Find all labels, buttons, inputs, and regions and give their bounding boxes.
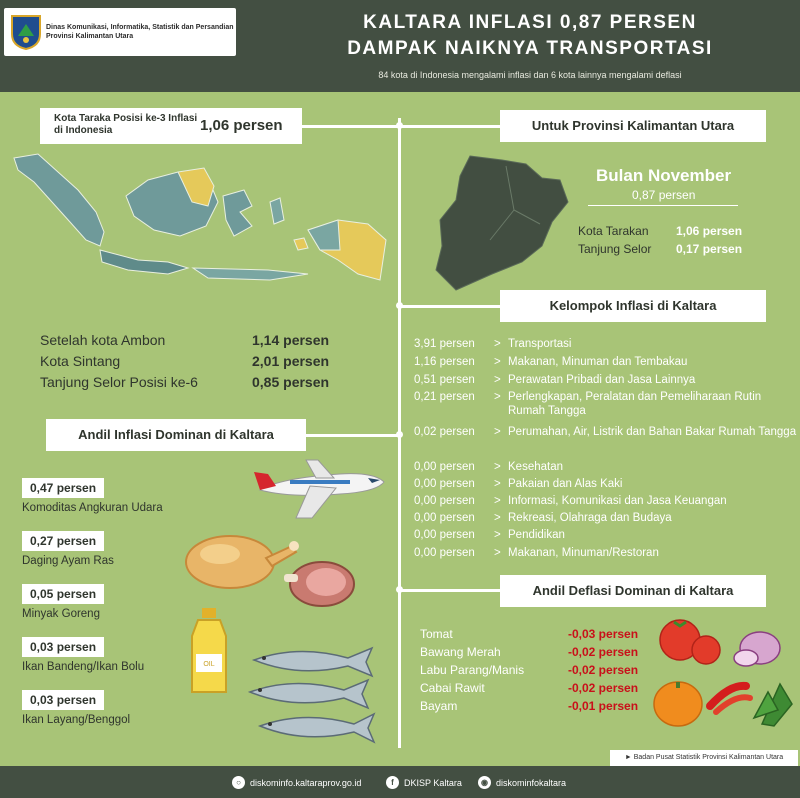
timeline-dot — [396, 431, 403, 438]
city-value: 0,17 persen — [676, 242, 743, 256]
kelompok-label: Perumahan, Air, Listrik dan Bahan Bakar Rumah Tangga — [508, 426, 797, 438]
svg-text:OIL: OIL — [203, 661, 215, 668]
kelompok-label: Makanan, Minuman/Restoran — [508, 547, 659, 559]
connector-line — [306, 434, 400, 437]
source-note — [610, 750, 798, 766]
connector-line — [302, 125, 400, 128]
deflasi-name: Tomat — [420, 627, 453, 641]
kelompok-pct: 0,00 persen — [414, 547, 475, 559]
andil-label: Ikan Bandeng/Ikan Bolu — [22, 661, 145, 673]
agency-logo-box — [4, 8, 236, 56]
tarakan-rank-value: 1,06 persen — [200, 117, 283, 134]
ranking-name: Setelah kota Ambon — [40, 332, 166, 348]
andil-label: Daging Ayam Ras — [22, 555, 114, 567]
kelompok-pct: 0,02 persen — [414, 426, 475, 438]
connector-line — [400, 125, 500, 128]
andil-value: 0,05 persen — [22, 584, 104, 604]
chevron-right-icon: > — [494, 547, 501, 559]
chevron-right-icon: > — [494, 356, 501, 368]
ranking-name: Kota Sintang — [40, 353, 121, 369]
fish-icon — [248, 642, 376, 750]
kelompok-pct: 0,00 persen — [414, 478, 475, 490]
subtitle: 84 kota di Indonesia mengalami inflasi dan 6 kota lainnya mengalami deflasi — [378, 70, 682, 80]
kelompok-row — [414, 477, 798, 491]
cooking-oil-bottle-icon — [186, 606, 232, 696]
deflasi-value: -0,02 persen — [568, 645, 639, 659]
kelompok-pct: 0,00 persen — [414, 461, 475, 473]
deflasi-row — [420, 644, 650, 661]
footer-website-text: diskominfo.kaltaraprov.go.id — [250, 777, 362, 788]
kelompok-label: Makanan, Minuman dan Tembakau — [508, 356, 688, 368]
kelompok-label: Pendidikan — [508, 529, 565, 541]
andil-label: Ikan Layang/Benggol — [22, 714, 131, 726]
connector-line — [400, 589, 500, 592]
deflasi-row — [420, 698, 650, 715]
deflasi-row — [420, 680, 650, 697]
city-name: Tanjung Selor — [578, 242, 652, 256]
kelompok-label: Rekreasi, Olahraga dan Budaya — [508, 512, 672, 524]
kelompok-label: Perlengkapan, Peralatan dan Pemeliharaan Rutin Rumah Tangga — [508, 391, 762, 417]
footer-facebook-text: DKISP Kaltara — [404, 777, 462, 788]
chevron-right-icon: > — [494, 391, 501, 403]
kaltara-map — [430, 150, 575, 295]
deflasi-value: -0,02 persen — [568, 663, 639, 677]
divider — [588, 205, 738, 206]
kelompok-row — [414, 494, 798, 508]
deflasi-value: -0,02 persen — [568, 681, 639, 695]
andil-label: Minyak Goreng — [22, 608, 100, 620]
facebook-icon: f — [386, 776, 399, 789]
instagram-icon: ◉ — [478, 776, 491, 789]
timeline-dot — [396, 302, 403, 309]
tarakan-rank-box — [40, 108, 302, 144]
andil-value: 0,03 persen — [22, 690, 104, 710]
kelompok-row — [414, 390, 798, 418]
footer-website[interactable] — [232, 776, 361, 789]
chevron-right-icon: > — [494, 495, 501, 507]
kelompok-label: Transportasi — [508, 338, 572, 350]
andil-value: 0,03 persen — [22, 637, 104, 657]
ranking-name: Tanjung Selor Posisi ke-6 — [40, 374, 198, 390]
kelompok-pct: 0,00 persen — [414, 495, 475, 507]
andil-value: 0,27 persen — [22, 531, 104, 551]
meat-icon — [282, 556, 362, 611]
kelompok-label: Kesehatan — [508, 461, 563, 473]
chevron-right-icon: > — [494, 338, 501, 350]
andil-value: 0,47 persen — [22, 478, 104, 498]
chevron-right-icon: > — [494, 478, 501, 490]
kelompok-pct: 0,00 persen — [414, 512, 475, 524]
ranking-value: 2,01 persen — [252, 353, 330, 369]
kelompok-label: Informasi, Komunikasi dan Jasa Keuangan — [508, 495, 727, 507]
kelompok-row — [414, 373, 798, 387]
kelompok-label: Pakaian dan Alas Kaki — [508, 478, 623, 490]
main-title-line2: DAMPAK NAIKNYA TRANSPORTASI — [347, 38, 713, 59]
kelompok-row — [414, 355, 798, 369]
source-icon: ► — [624, 754, 632, 761]
kelompok-row — [414, 337, 798, 351]
chevron-right-icon: > — [494, 529, 501, 541]
ranking-value: 1,14 persen — [252, 332, 330, 348]
ranking-value: 0,85 persen — [252, 374, 330, 390]
connector-line — [400, 305, 500, 308]
kelompok-pct: 0,21 persen — [414, 391, 475, 403]
kelompok-row — [414, 528, 798, 542]
provinsi-title: Untuk Provinsi Kalimantan Utara — [500, 110, 766, 142]
chevron-right-icon: > — [494, 374, 501, 386]
footer-facebook[interactable] — [386, 776, 462, 789]
globe-icon: ○ — [232, 776, 245, 789]
vegetables-icon — [650, 614, 798, 734]
deflasi-row — [420, 626, 650, 643]
airplane-icon — [250, 452, 390, 522]
source-text: Badan Pusat Statistik Provinsi Kalimantan Utara — [633, 754, 784, 761]
footer-instagram-text: diskominfokaltara — [496, 777, 567, 788]
kelompok-row — [414, 546, 798, 560]
agency-name: Dinas Komunikasi, Informatika, Statistik dan Persandian Provinsi Kalimantan Utara — [46, 24, 234, 40]
deflasi-name: Cabai Rawit — [420, 681, 485, 695]
andil-label: Komoditas Angkuran Udara — [22, 502, 163, 514]
city-name: Kota Tarakan — [578, 224, 649, 238]
andil-inflasi-title: Andil Inflasi Dominan di Kaltara — [46, 419, 306, 451]
kelompok-pct: 1,16 persen — [414, 356, 475, 368]
kelompok-label: Perawatan Pribadi dan Jasa Lainnya — [508, 374, 696, 386]
main-title-line1: KALTARA INFLASI 0,87 PERSEN — [363, 12, 697, 33]
deflasi-value: -0,01 persen — [568, 699, 639, 713]
kelompok-pct: 3,91 persen — [414, 338, 475, 350]
footer — [0, 766, 800, 798]
kelompok-pct: 0,00 persen — [414, 529, 475, 541]
kelompok-row — [414, 425, 798, 439]
deflasi-row — [420, 662, 650, 679]
provincial-emblem-icon — [10, 14, 42, 50]
deflasi-name: Bayam — [420, 699, 458, 713]
deflasi-name: Bawang Merah — [420, 645, 501, 659]
provinsi-month-value: 0,87 persen — [632, 188, 696, 202]
chevron-right-icon: > — [494, 461, 501, 473]
chevron-right-icon: > — [494, 426, 501, 438]
chevron-right-icon: > — [494, 512, 501, 524]
kelompok-row — [414, 460, 798, 474]
kelompok-title: Kelompok Inflasi di Kaltara — [500, 290, 766, 322]
deflasi-value: -0,03 persen — [568, 627, 639, 641]
kelompok-pct: 0,51 persen — [414, 374, 475, 386]
kelompok-row — [414, 511, 798, 525]
provinsi-month: Bulan November — [596, 166, 732, 185]
tarakan-rank-label: Kota Taraka Posisi ke-3 Inflasi di Indonesia — [54, 113, 198, 136]
deflasi-title: Andil Deflasi Dominan di Kaltara — [500, 575, 766, 607]
city-value: 1,06 persen — [676, 224, 743, 238]
indonesia-map — [8, 150, 388, 310]
footer-instagram[interactable] — [478, 776, 566, 789]
deflasi-name: Labu Parang/Manis — [420, 663, 525, 677]
timeline-dot — [396, 586, 403, 593]
